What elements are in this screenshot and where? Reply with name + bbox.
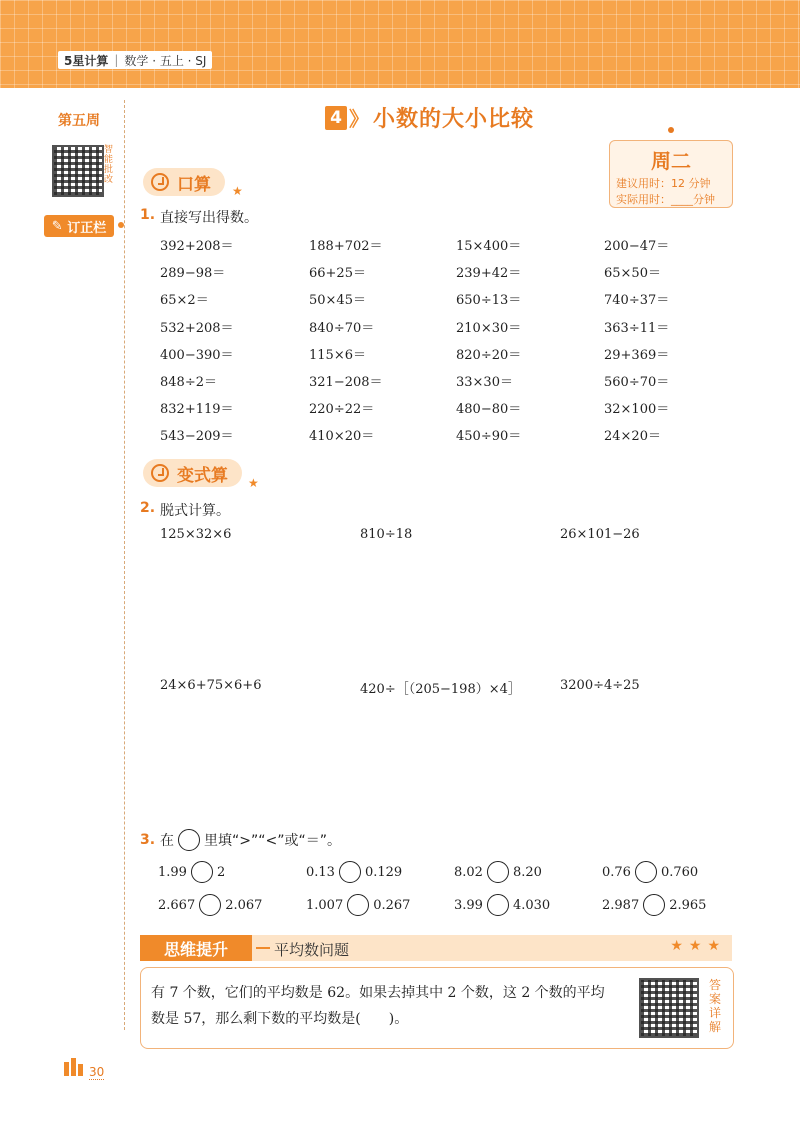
right-number: 0.129 bbox=[364, 864, 403, 880]
oral-expression: 210×30＝ bbox=[456, 320, 522, 336]
oral-expression: 480−80＝ bbox=[456, 402, 522, 418]
page-number-text: 30 bbox=[89, 1065, 105, 1079]
week-label: 第五周 bbox=[58, 113, 100, 129]
difficulty-stars: ★★★ bbox=[670, 938, 726, 954]
actual-time: 实际用时：____分钟 bbox=[616, 193, 715, 206]
section-oral bbox=[143, 168, 225, 196]
right-number: 0.760 bbox=[660, 864, 699, 880]
question-text: 直接写出得数。 bbox=[160, 210, 258, 226]
compare-item bbox=[602, 861, 698, 883]
oral-expression: 848÷2＝ bbox=[160, 375, 217, 390]
right-number: 2 bbox=[216, 864, 226, 880]
right-number: 2.067 bbox=[225, 897, 263, 913]
oral-expression: 543−209＝ bbox=[160, 429, 234, 445]
expression: 26×101−26 bbox=[560, 527, 640, 542]
oral-expression: 15×400＝ bbox=[456, 239, 522, 254]
expression: 125×32×6 bbox=[160, 527, 232, 542]
oral-expression: 115×6＝ bbox=[309, 347, 366, 363]
thinking-label: 思维提升 bbox=[140, 935, 252, 961]
oral-expression: 400−390＝ bbox=[160, 347, 234, 363]
problem-box bbox=[140, 967, 734, 1049]
oral-expression: 740÷37＝ bbox=[604, 293, 670, 309]
oral-expression: 188+702＝ bbox=[309, 239, 383, 254]
oral-expression: 65×2＝ bbox=[160, 293, 209, 309]
oral-expression: 239+42＝ bbox=[456, 266, 522, 282]
q3-post: 里填“>”“<”或“＝”。 bbox=[204, 833, 341, 849]
lesson-title bbox=[325, 102, 534, 133]
left-number: 8.02 bbox=[454, 864, 483, 880]
left-number: 0.76 bbox=[602, 864, 631, 880]
compare-item bbox=[454, 894, 550, 916]
day-label: 周二 bbox=[651, 149, 691, 173]
oral-expression: 650÷13＝ bbox=[456, 293, 522, 309]
oral-expression: 24×20＝ bbox=[604, 429, 661, 445]
qr-code-icon[interactable] bbox=[52, 145, 104, 197]
stopwatch-icon bbox=[151, 173, 169, 191]
oral-expression: 66+25＝ bbox=[309, 266, 366, 282]
left-number: 3.99 bbox=[454, 897, 483, 913]
margin-divider bbox=[124, 100, 125, 1030]
right-number: 4.030 bbox=[512, 897, 551, 913]
book-tag bbox=[58, 51, 212, 69]
expression: 24×6+75×6+6 bbox=[160, 678, 262, 693]
q3-pre: 在 bbox=[160, 833, 174, 849]
oral-expression: 65×50＝ bbox=[604, 266, 661, 282]
pin-icon bbox=[668, 127, 674, 133]
expression: 810÷18 bbox=[360, 527, 413, 542]
answer-caption: 答案详解 bbox=[708, 978, 721, 1034]
answer-circle[interactable] bbox=[199, 894, 221, 916]
oral-expression: 392+208＝ bbox=[160, 239, 234, 254]
section-variant-title: 变式算 bbox=[177, 465, 228, 486]
compare-item bbox=[306, 861, 402, 883]
series-name: 5星计算 bbox=[64, 53, 109, 68]
chevron-right-icon: 》 bbox=[349, 107, 369, 131]
right-number: 0.267 bbox=[373, 897, 411, 913]
tag-divider: | bbox=[114, 53, 119, 67]
oral-expression: 321−208＝ bbox=[309, 375, 383, 390]
oral-expression: 33×30＝ bbox=[456, 375, 513, 390]
oral-expression: 32×100＝ bbox=[604, 402, 670, 418]
thinking-topic: 平均数问题 bbox=[274, 941, 350, 959]
oral-expression: 560÷70＝ bbox=[604, 375, 670, 390]
header-band bbox=[0, 0, 800, 88]
oral-expression: 29+369＝ bbox=[604, 347, 670, 363]
answer-circle[interactable] bbox=[487, 861, 509, 883]
compare-item bbox=[454, 861, 542, 883]
answer-circle[interactable] bbox=[635, 861, 657, 883]
compare-item bbox=[158, 861, 225, 883]
correction-label: ✎ 订正栏 bbox=[44, 215, 114, 237]
problem-line: 数是 57，那么剩下数的平均数是( )。 bbox=[151, 1011, 409, 1027]
oral-expression: 832+119＝ bbox=[160, 402, 234, 418]
thinking-bar bbox=[140, 935, 732, 961]
compare-item bbox=[158, 894, 262, 916]
star-icon: ★ bbox=[232, 184, 243, 198]
lesson-number: 4 bbox=[325, 106, 347, 130]
oral-expression: 410×20＝ bbox=[309, 429, 375, 445]
question-number: 2. bbox=[140, 500, 156, 516]
books-icon bbox=[64, 1058, 85, 1080]
qr-caption: 智能批改 bbox=[104, 145, 114, 185]
answer-circle[interactable] bbox=[347, 894, 369, 916]
day-box bbox=[609, 140, 733, 208]
answer-circle bbox=[178, 829, 200, 851]
oral-expression: 820÷20＝ bbox=[456, 347, 522, 363]
left-number: 2.987 bbox=[602, 897, 640, 913]
question-text: 脱式计算。 bbox=[160, 503, 230, 519]
oral-expression: 532+208＝ bbox=[160, 320, 234, 336]
answer-circle[interactable] bbox=[339, 861, 361, 883]
problem-line: 有 7 个数，它们的平均数是 62。如果去掉其中 2 个数，这 2 个数的平均 bbox=[151, 985, 605, 1001]
correction-text: 订正栏 bbox=[67, 220, 107, 236]
problem-text bbox=[151, 980, 631, 1032]
left-number: 2.667 bbox=[158, 897, 196, 913]
connector-line bbox=[256, 947, 270, 949]
left-number: 1.99 bbox=[158, 864, 187, 880]
right-number: 2.965 bbox=[669, 897, 707, 913]
oral-expression: 50×45＝ bbox=[309, 293, 366, 309]
question-number: 3. bbox=[140, 832, 156, 848]
qr-code-icon[interactable] bbox=[639, 978, 699, 1038]
oral-expression: 200−47＝ bbox=[604, 239, 670, 254]
oral-expression: 289−98＝ bbox=[160, 266, 226, 282]
compare-item bbox=[306, 894, 410, 916]
oral-expression: 220÷22＝ bbox=[309, 402, 375, 418]
section-variant bbox=[143, 459, 242, 487]
answer-circle[interactable] bbox=[191, 861, 213, 883]
lesson-title-text: 小数的大小比较 bbox=[373, 107, 535, 132]
page-number bbox=[64, 1058, 104, 1080]
subject-label: 数学 · 五上 · SJ bbox=[124, 53, 207, 68]
question-text bbox=[160, 829, 341, 851]
oral-expression: 363÷11＝ bbox=[604, 320, 670, 336]
answer-circle[interactable] bbox=[643, 894, 665, 916]
oral-expression: 840÷70＝ bbox=[309, 320, 375, 336]
star-icon: ★ bbox=[248, 476, 259, 490]
compare-item bbox=[602, 894, 706, 916]
oral-expression: 450÷90＝ bbox=[456, 429, 522, 445]
left-number: 1.007 bbox=[306, 897, 344, 913]
right-number: 8.20 bbox=[512, 864, 542, 880]
question-number: 1. bbox=[140, 207, 156, 223]
expression: 3200÷4÷25 bbox=[560, 678, 640, 693]
expression: 420÷［（205−198）×4］ bbox=[360, 682, 521, 697]
target-icon bbox=[151, 464, 169, 482]
left-number: 0.13 bbox=[306, 864, 335, 880]
section-oral-title: 口算 bbox=[177, 174, 211, 195]
answer-circle[interactable] bbox=[487, 894, 509, 916]
suggested-time: 建议用时：12 分钟 bbox=[616, 177, 711, 190]
